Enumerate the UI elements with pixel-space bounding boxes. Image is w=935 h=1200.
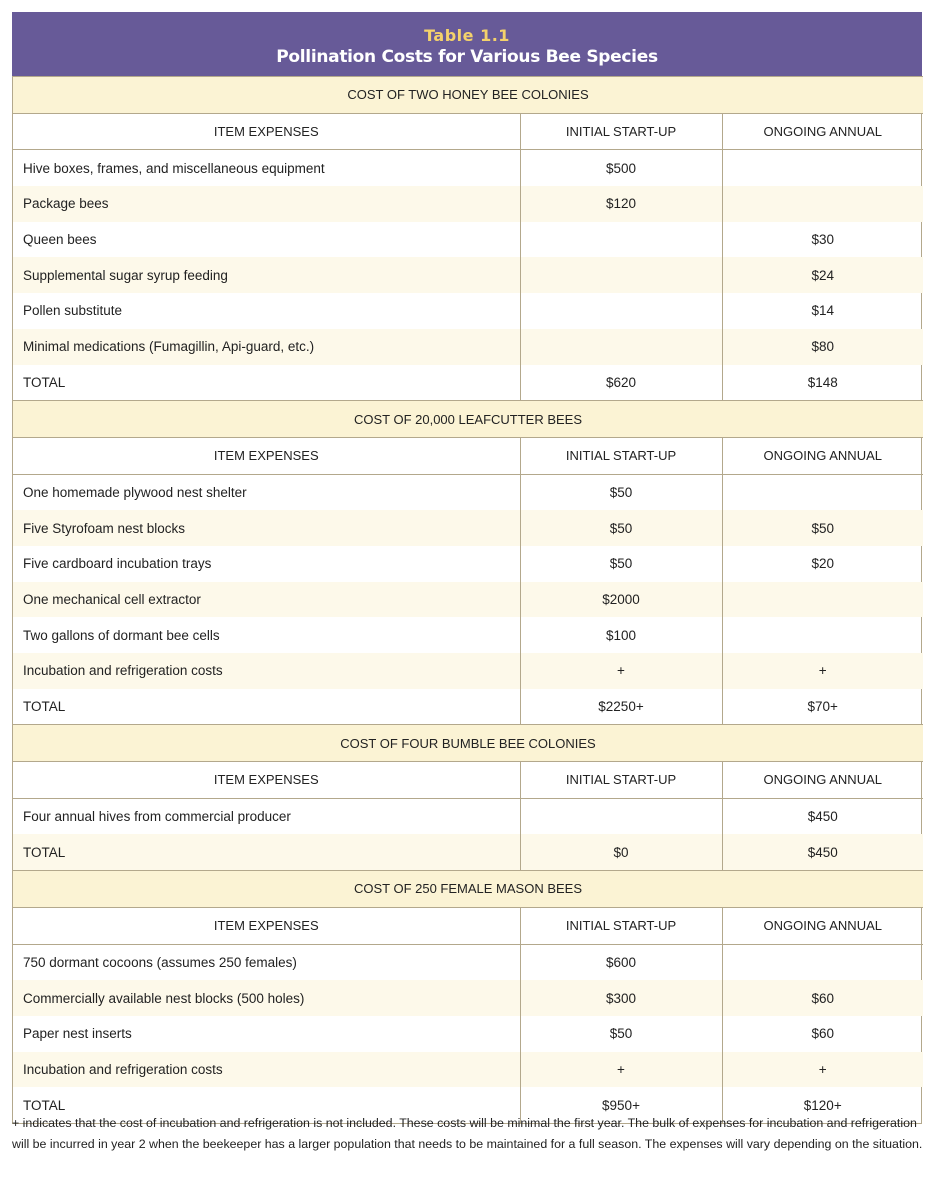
section-heading: COST OF 250 FEMALE MASON BEES: [13, 871, 923, 908]
initial-cost-cell: $500: [520, 150, 722, 186]
annual-cost-cell: $30: [722, 222, 923, 258]
section-heading: COST OF TWO HONEY BEE COLONIES: [13, 77, 923, 114]
initial-cost-cell: [520, 798, 722, 834]
initial-cost-cell: $50: [520, 546, 722, 582]
section-heading: COST OF 20,000 LEAFCUTTER BEES: [13, 401, 923, 438]
item-cell: Four annual hives from commercial producer: [23, 809, 291, 825]
annual-cost-cell: $60: [722, 980, 923, 1016]
annual-cost-cell: $70+: [722, 689, 923, 725]
column-header: INITIAL START-UP: [520, 437, 722, 474]
initial-cost-cell: $50: [520, 1016, 722, 1052]
table-row: [13, 617, 923, 653]
table-title-bar: [12, 12, 922, 76]
initial-cost-cell: $120: [520, 186, 722, 222]
section-heading: COST OF FOUR BUMBLE BEE COLONIES: [13, 725, 923, 762]
item-cell: Five cardboard incubation trays: [23, 556, 212, 572]
initial-cost-cell: $50: [520, 474, 722, 510]
table-row: [13, 329, 923, 365]
table-footnote: + indicates that the cost of incubation and refrigeration is not included. These costs will be minimal the first year. The bulk of expenses for incubation and refrigeration will be incurred in year 2 when the beekeeper has a larger population that needs to be maintained for a full season. The expenses will vary depending on the situation.: [12, 1116, 923, 1151]
annual-cost-cell: $50: [722, 510, 923, 546]
column-header: INITIAL START-UP: [520, 762, 722, 799]
table-row: [13, 510, 923, 546]
section-heading-row: [13, 871, 923, 908]
item-cell: 750 dormant cocoons (assumes 250 females): [23, 954, 297, 970]
section-heading-row: [13, 77, 923, 114]
table-row: [13, 980, 923, 1016]
item-cell: TOTAL: [23, 374, 66, 390]
item-cell: Two gallons of dormant bee cells: [23, 627, 220, 643]
table-row: [13, 546, 923, 582]
annual-cost-cell: $20: [722, 546, 923, 582]
item-cell: TOTAL: [23, 699, 66, 715]
item-cell: Incubation and refrigeration costs: [13, 1052, 520, 1088]
table-frame: [12, 76, 922, 1124]
column-header: INITIAL START-UP: [520, 113, 722, 150]
column-header-row: [13, 762, 923, 799]
annual-cost-cell: [722, 582, 923, 618]
annual-cost-cell: [722, 186, 923, 222]
table-row: [13, 653, 923, 689]
annual-cost-cell: $14: [722, 293, 923, 329]
initial-cost-cell: +: [520, 653, 722, 689]
initial-cost-cell: $50: [520, 510, 722, 546]
initial-cost-cell: $620: [520, 365, 722, 401]
item-cell: Commercially available nest blocks (500 holes): [13, 980, 520, 1016]
table-row: [13, 365, 923, 401]
initial-cost-cell: $2250+: [520, 689, 722, 725]
annual-cost-cell: $80: [722, 329, 923, 365]
cost-table-figure: [12, 12, 922, 1124]
annual-cost-cell: $60: [722, 1016, 923, 1052]
annual-cost-cell: +: [722, 653, 923, 689]
initial-cost-cell: $300: [520, 980, 722, 1016]
table-row: [13, 689, 923, 725]
item-cell: Supplemental sugar syrup feeding: [13, 257, 520, 293]
table-row: [13, 222, 923, 258]
annual-cost-cell: $450: [722, 834, 923, 870]
annual-cost-cell: $120+: [722, 1087, 923, 1123]
item-cell: Incubation and refrigeration costs: [13, 653, 520, 689]
annual-cost-cell: [722, 617, 923, 653]
initial-cost-cell: $100: [520, 617, 722, 653]
column-header-row: [13, 113, 923, 150]
table-row: [13, 834, 923, 870]
initial-cost-cell: [520, 329, 722, 365]
item-cell: TOTAL: [23, 1097, 66, 1113]
item-cell: Queen bees: [23, 232, 97, 248]
table-row: [13, 293, 923, 329]
initial-cost-cell: +: [520, 1052, 722, 1088]
initial-cost-cell: [520, 222, 722, 258]
column-header: ONGOING ANNUAL: [722, 113, 923, 150]
table-row: [13, 944, 923, 980]
initial-cost-cell: [520, 257, 722, 293]
initial-cost-cell: $2000: [520, 582, 722, 618]
column-header-row: [13, 437, 923, 474]
item-cell: Hive boxes, frames, and miscellaneous equipment: [23, 160, 325, 176]
annual-cost-cell: [722, 474, 923, 510]
cost-table: [13, 76, 923, 1123]
table-row: [13, 582, 923, 618]
item-cell: Minimal medications (Fumagillin, Api-guard, etc.): [13, 329, 520, 365]
annual-cost-cell: $450: [722, 798, 923, 834]
table-title: Pollination Costs for Various Bee Species: [276, 47, 658, 67]
section-heading-row: [13, 401, 923, 438]
column-header: INITIAL START-UP: [520, 907, 722, 944]
initial-cost-cell: $950+: [520, 1087, 722, 1123]
item-cell: Paper nest inserts: [23, 1026, 132, 1042]
initial-cost-cell: $600: [520, 944, 722, 980]
column-header-row: [13, 907, 923, 944]
column-header: ITEM EXPENSES: [13, 907, 520, 944]
table-row: [13, 257, 923, 293]
table-number: Table 1.1: [424, 26, 510, 45]
table-row: [13, 1052, 923, 1088]
column-header: ITEM EXPENSES: [13, 762, 520, 799]
annual-cost-cell: $24: [722, 257, 923, 293]
annual-cost-cell: [722, 150, 923, 186]
column-header: ITEM EXPENSES: [13, 437, 520, 474]
item-cell: TOTAL: [13, 834, 520, 870]
initial-cost-cell: $0: [520, 834, 722, 870]
column-header: ONGOING ANNUAL: [722, 907, 923, 944]
item-cell: Five Styrofoam nest blocks: [13, 510, 520, 546]
table-row: [13, 1016, 923, 1052]
section-heading-row: [13, 725, 923, 762]
item-cell: One homemade plywood nest shelter: [23, 484, 247, 500]
annual-cost-cell: [722, 944, 923, 980]
annual-cost-cell: +: [722, 1052, 923, 1088]
initial-cost-cell: [520, 293, 722, 329]
column-header: ONGOING ANNUAL: [722, 762, 923, 799]
column-header: ONGOING ANNUAL: [722, 437, 923, 474]
table-row: [13, 186, 923, 222]
item-cell: One mechanical cell extractor: [13, 582, 520, 618]
table-row: [13, 474, 923, 510]
table-row: [13, 150, 923, 186]
annual-cost-cell: $148: [722, 365, 923, 401]
table-row: [13, 798, 923, 834]
item-cell: Package bees: [13, 186, 520, 222]
column-header: ITEM EXPENSES: [13, 113, 520, 150]
item-cell: Pollen substitute: [23, 303, 123, 319]
